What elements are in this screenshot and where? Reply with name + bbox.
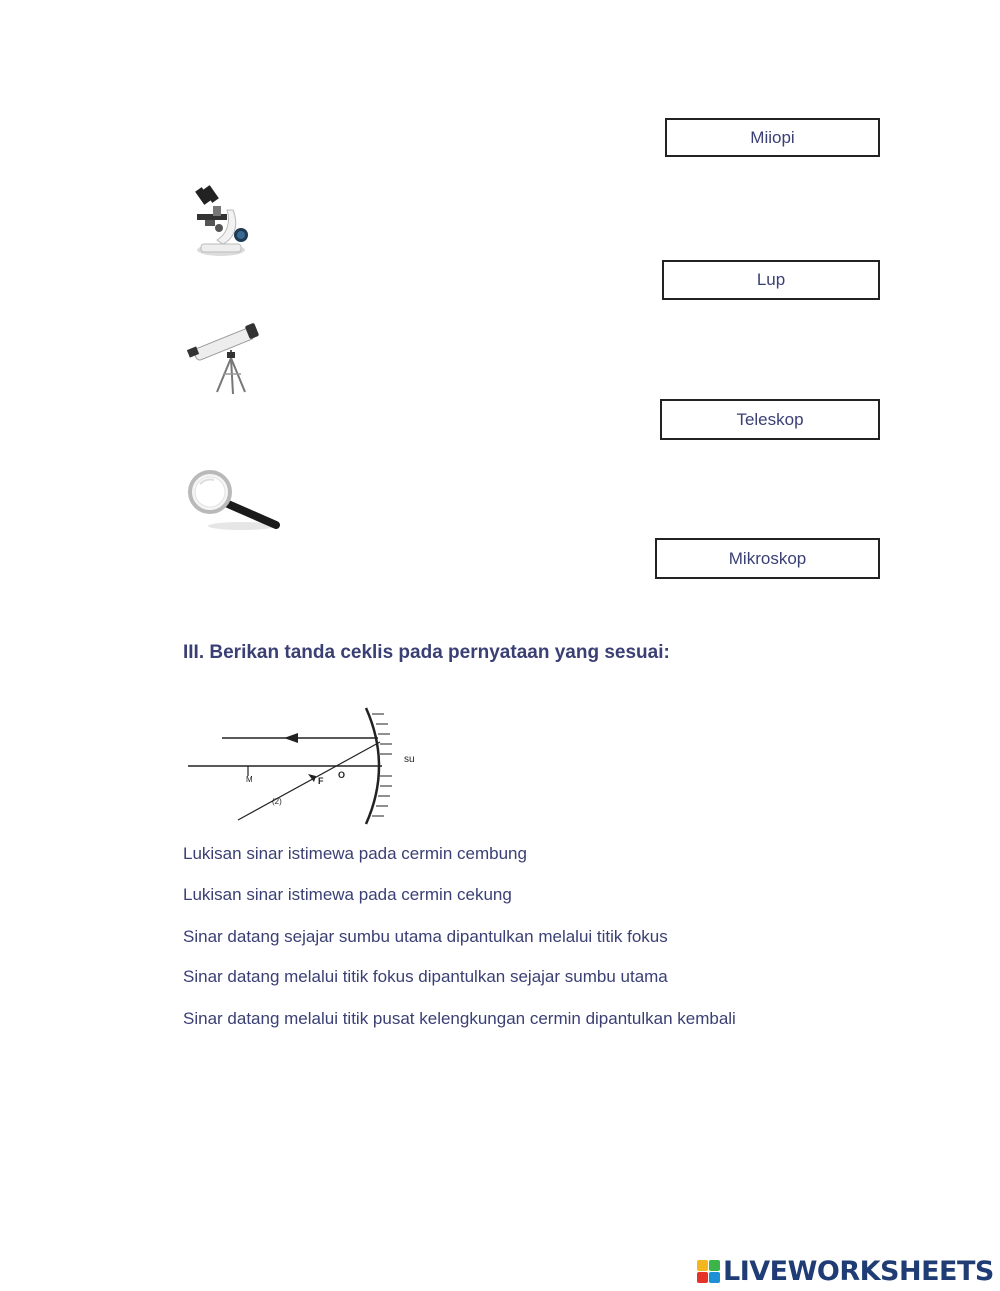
focus-ray <box>238 742 380 820</box>
logo-text: LIVEWORKSHEETS <box>723 1255 994 1287</box>
label-m: M <box>246 775 253 784</box>
logo-blocks-icon <box>697 1260 720 1283</box>
label-f: F <box>318 776 324 786</box>
statement-option[interactable]: Sinar datang melalui titik pusat kelengkungan cermin dipantulkan kembali <box>183 1009 736 1028</box>
label-o: O <box>338 770 346 780</box>
magnifying-glass-image <box>186 470 284 532</box>
statement-option[interactable]: Sinar datang melalui titik fokus dipantulkan sejajar sumbu utama <box>183 967 668 986</box>
concave-mirror-ray-diagram <box>186 704 426 828</box>
statement-option[interactable]: Sinar datang sejajar sumbu utama dipantulkan melalui titik fokus <box>183 927 668 946</box>
statement-option[interactable]: Lukisan sinar istimewa pada cermin cembung <box>183 844 527 863</box>
logo-block-blue <box>709 1272 720 1283</box>
logo-block-yellow <box>697 1260 708 1271</box>
ray-arrow-left <box>284 733 298 743</box>
logo-block-red <box>697 1272 708 1283</box>
liveworksheets-logo <box>697 1255 994 1287</box>
logo-block-green <box>709 1260 720 1271</box>
microscope-image <box>183 180 255 260</box>
answer-box-lup[interactable]: Lup <box>662 260 880 300</box>
statement-option[interactable]: Lukisan sinar istimewa pada cermin cekung <box>183 885 512 904</box>
label-2: (2) <box>272 797 282 806</box>
section-heading: III. Berikan tanda ceklis pada pernyataan yang sesuai: <box>183 642 670 663</box>
answer-box-miopi[interactable]: Miiopi <box>665 118 880 157</box>
label-su: su <box>404 754 415 765</box>
answer-box-mikroskop[interactable]: Mikroskop <box>655 538 880 579</box>
answer-box-teleskop[interactable]: Teleskop <box>660 399 880 440</box>
telescope-image <box>185 322 263 398</box>
